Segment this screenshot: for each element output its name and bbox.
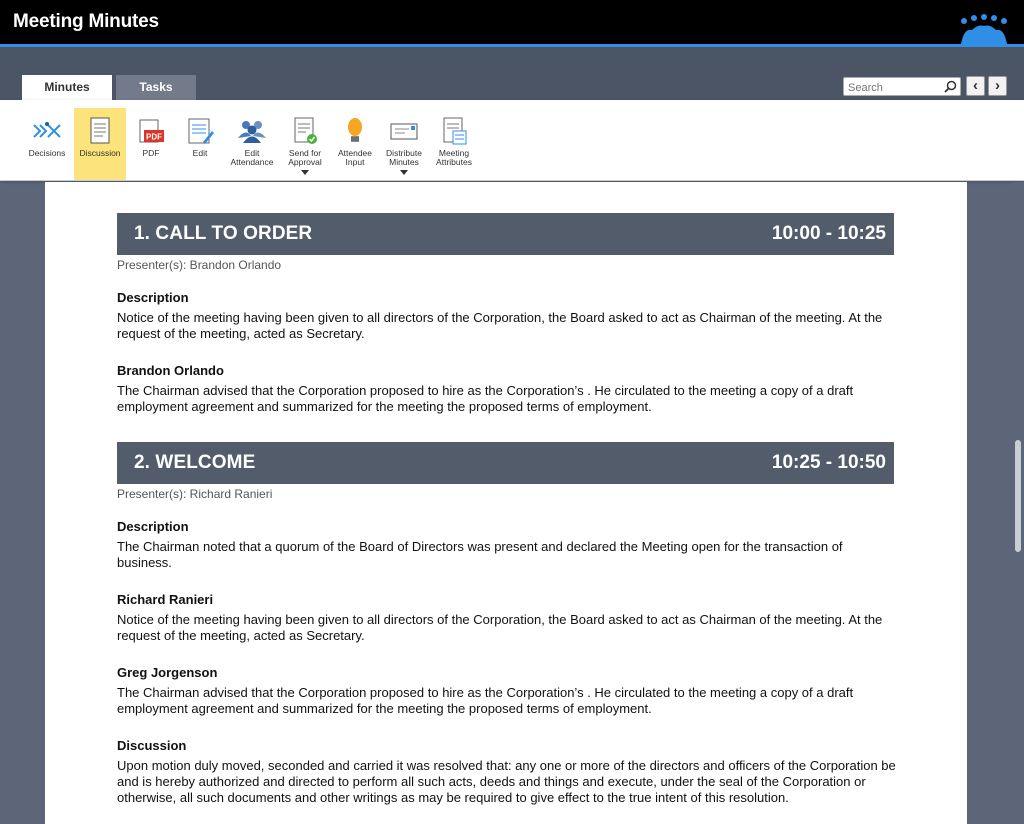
send-for-approval-label: Send for Approval — [288, 148, 322, 167]
previous-button[interactable]: ‹ — [966, 76, 985, 96]
decisions-label: Decisions — [28, 148, 66, 158]
discussion-label: Discussion — [79, 148, 121, 158]
block-heading: Greg Jorgenson — [117, 665, 218, 680]
decisions-icon — [32, 116, 62, 146]
presenter-label: Presenter(s): Richard Ranieri — [117, 487, 273, 501]
block-text: Notice of the meeting having been given to all directors of the Corporation, the Board asked to act as Chairman of the meeting. At the request of the meeting, acted as Secretary. — [117, 612, 883, 643]
edit-icon — [185, 116, 215, 146]
minutes-document — [45, 182, 967, 824]
edit-label: Edit — [192, 148, 208, 158]
block-heading: Description — [117, 290, 189, 305]
pdf-button[interactable] — [125, 108, 177, 180]
distribute-minutes-button[interactable] — [378, 108, 430, 180]
block-text: Notice of the meeting having been given to all directors of the Corporation, the Board asked to act as Chairman of the meeting. At the request of the meeting, acted as Secretary. — [117, 310, 883, 341]
attendee-input-label: Attendee Input — [337, 148, 373, 167]
attributes-icon — [439, 116, 469, 146]
svg-text:PDF: PDF — [146, 132, 162, 142]
discussion-icon — [85, 116, 115, 146]
lightbulb-icon — [340, 116, 370, 146]
section-time: 10:25 - 10:50 — [771, 452, 886, 473]
attendance-icon — [237, 116, 267, 146]
block-heading: Brandon Orlando — [117, 363, 224, 378]
edit-attendance-button[interactable] — [226, 108, 278, 180]
presenter-label: Presenter(s): Brandon Orlando — [117, 258, 282, 272]
approval-icon — [290, 116, 320, 146]
send-for-approval-button[interactable] — [279, 108, 331, 180]
search-input[interactable] — [844, 80, 940, 97]
block-heading: Discussion — [117, 738, 187, 753]
next-button[interactable]: › — [988, 76, 1007, 96]
block-heading: Richard Ranieri — [117, 592, 214, 607]
envelope-icon — [389, 116, 419, 146]
search-box — [843, 77, 961, 96]
section-time: 10:00 - 10:25 — [771, 223, 886, 244]
pdf-icon — [136, 116, 166, 146]
section-header — [117, 442, 894, 484]
decisions-button[interactable] — [21, 108, 73, 180]
block-text: The Chairman noted that a quorum of the Board of Directors was present and declared the Meeting open for the transaction of business. — [117, 539, 843, 570]
meeting-attributes-button[interactable] — [428, 108, 480, 180]
logo-icon — [958, 14, 1010, 44]
meeting-attributes-label: Meeting Attributes — [436, 148, 472, 167]
block-text: The Chairman advised that the Corporation proposed to hire as the Corporation’s . He circulated to the meeting a copy of a draft employment agreement and summarized for the meeting the proposed terms of employment. — [117, 685, 854, 716]
block-heading: Description — [117, 519, 189, 534]
attendee-input-button[interactable] — [329, 108, 381, 180]
block-text: The Chairman advised that the Corporation proposed to hire as the Corporation’s . He circulated to the meeting a copy of a draft employment agreement and summarized for the meeting the proposed terms of employment. — [117, 383, 854, 414]
pdf-label: PDF — [142, 148, 160, 158]
app-title: Meeting Minutes — [13, 11, 159, 32]
block-text: Upon motion duly moved, seconded and carried it was resolved that: any one or more of the directors and officers of the Corporation be and is hereby authorized and directed to perform all such acts, deeds and things and execute, under the seal of the Corporation or otherwise, all such documents and other writings as may be required to give effect to the true intent of this resolution. — [117, 758, 896, 805]
distribute-minutes-label: Distribute Minutes — [386, 148, 422, 167]
title-bar — [0, 0, 1024, 44]
chevron-down-icon[interactable] — [301, 170, 309, 175]
section-title: 2. WELCOME — [134, 452, 256, 473]
edit-button[interactable] — [174, 108, 226, 180]
chevron-down-icon[interactable] — [400, 170, 408, 175]
section-title: 1. CALL TO ORDER — [134, 223, 313, 244]
tab-minutes[interactable]: Minutes — [22, 75, 112, 100]
scrollbar-thumb[interactable] — [1015, 440, 1021, 552]
search-icon[interactable] — [944, 80, 957, 93]
toolbar — [0, 100, 1024, 181]
discussion-button[interactable] — [74, 108, 126, 180]
section-header — [117, 213, 894, 255]
edit-attendance-label: Edit Attendance — [230, 148, 274, 167]
tab-tasks[interactable]: Tasks — [116, 75, 196, 100]
